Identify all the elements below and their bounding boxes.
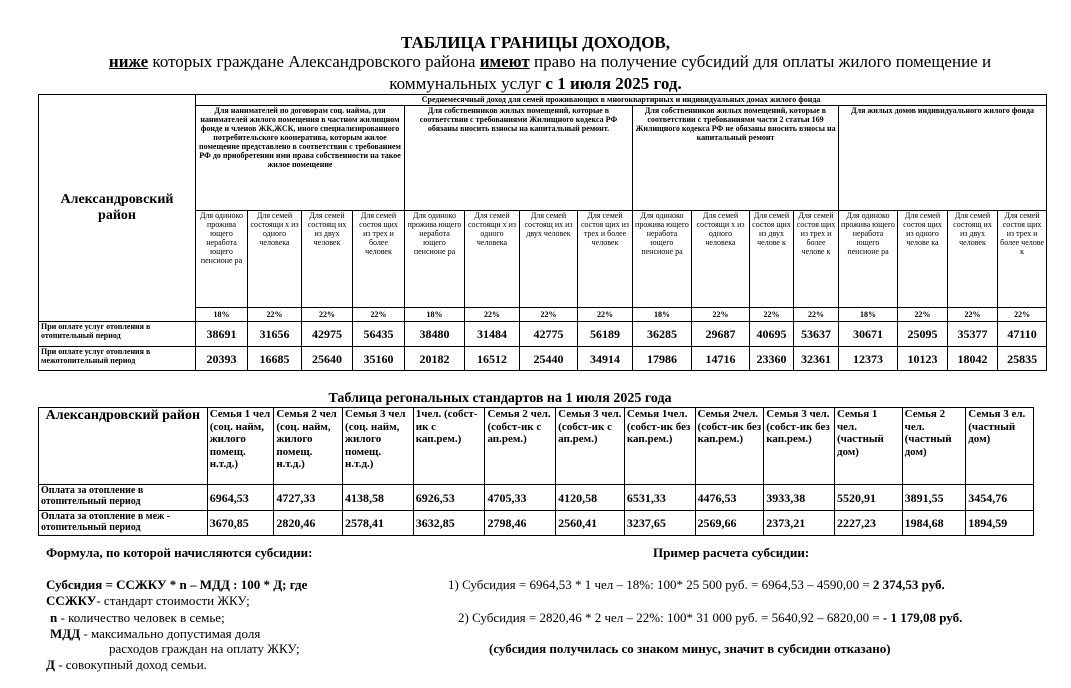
value-cell: 29687	[692, 322, 750, 347]
column-header: Для семей состоя щих из двух челове к	[750, 211, 794, 308]
value-cell: 18042	[948, 347, 998, 371]
value-cell: 6531,33	[624, 485, 695, 511]
value-cell: 3933,38	[764, 485, 835, 511]
example-line1-result: 2 374,53 руб.	[872, 577, 945, 592]
column-header: Семья 2 чел (соц. найм, жилого помещ. н.т.д.)	[274, 408, 343, 485]
value-cell: 20393	[196, 347, 248, 371]
percent-cell: 18%	[196, 308, 248, 322]
page-subtitle-line3	[0, 74, 1071, 94]
formula-mdd-desc2: расходов граждан на оплату ЖКУ;	[109, 641, 300, 656]
subtitle-mid: которых граждане Александровского района	[148, 52, 480, 71]
formula-mdd-desc: - максимально допустимая доля	[80, 626, 261, 641]
column-header: Семья 3 чел. (собст-ик без кап.рем.)	[764, 408, 835, 485]
income-limits-table	[38, 94, 1047, 371]
value-cell: 34914	[578, 347, 633, 371]
column-header: Семья 2 чел. (собст-ик с ап.рем.)	[485, 408, 556, 485]
value-cell: 30671	[839, 322, 898, 347]
value-cell: 42775	[520, 322, 578, 347]
percent-cell: 22%	[998, 308, 1047, 322]
value-cell: 32361	[794, 347, 839, 371]
subtitle-line3-text: коммунальных услуг	[389, 74, 546, 93]
value-cell: 1984,68	[902, 511, 966, 536]
value-cell: 23360	[750, 347, 794, 371]
table-row	[39, 485, 1034, 511]
row-label: Оплата за отопление в меж - отопительный период	[39, 511, 208, 536]
value-cell: 31656	[248, 322, 302, 347]
column-header: Для одиноко прожива ющего неработа ющего пенсионе ра	[839, 211, 898, 308]
row-label: Оплата за отопление в отопительный период	[39, 485, 208, 511]
group-header: Для нанимателей по договорам соц. найма, для нанимателей жилого помещения в частном жилищном фонде и членов ЖК,ЖСК, иного специализированного потребительского кооператива, которым жилое помещение представлено в соответствии с требованием РФ до приобретении ими права собственности на такое жилое помещение	[196, 106, 405, 211]
value-cell: 35160	[353, 347, 405, 371]
column-header: Для семей состоя щих из трех и более челове к	[794, 211, 839, 308]
value-cell: 2227,23	[834, 511, 902, 536]
percent-cell: 22%	[520, 308, 578, 322]
column-header: Для одиноко прожива ющего неработа ющего пенсионе ра	[633, 211, 692, 308]
value-cell: 1894,59	[966, 511, 1034, 536]
value-cell: 4138,58	[343, 485, 414, 511]
column-header: Для семей состоящи х из одного человека	[248, 211, 302, 308]
page-subtitle	[50, 52, 1050, 72]
value-cell: 5520,91	[834, 485, 902, 511]
value-cell: 3454,76	[966, 485, 1034, 511]
value-cell: 2569,66	[695, 511, 764, 536]
column-header: Для семей состоящ их из двух человек	[520, 211, 578, 308]
standards-title: Таблица регональных стандартов на 1 июля 2025 года	[328, 391, 672, 406]
group-header: Для собственников жилых помещений, которые в соответствии с требованиями части 2 статьи 169 Жилищного кодекса РФ не обязаны вносить взносы на капитальный ремонт	[633, 106, 839, 211]
formula-n	[50, 610, 225, 625]
example-note: (субсидия получилась со знаком минус, значит в субсидии отказано)	[489, 641, 891, 656]
column-header: Для семей состоя щих из одного челове ка	[898, 211, 948, 308]
formula-n-desc: - количество человек в семье;	[57, 610, 225, 625]
value-cell: 3891,55	[902, 485, 966, 511]
value-cell: 6926,53	[413, 485, 485, 511]
column-header: Для семей состоя щих из трех и более челове к	[998, 211, 1047, 308]
district-header: Александровский район	[39, 95, 196, 322]
percent-cell: 22%	[248, 308, 302, 322]
row-label: При оплате услуг отопления в отопительный период	[39, 322, 196, 347]
example-line1	[448, 577, 945, 592]
formula-n-term: n	[50, 610, 58, 625]
value-cell: 4727,33	[274, 485, 343, 511]
value-cell: 47110	[998, 322, 1047, 347]
percent-cell: 22%	[353, 308, 405, 322]
formula-sszku	[46, 593, 250, 608]
value-cell: 2560,41	[556, 511, 625, 536]
example-line2	[458, 610, 962, 625]
income-header: Среднемесячный доход для семей проживающих в многоквартирных и индивидуальных домах жилого фонда	[196, 95, 1047, 106]
example-line2-result: - 1 179,08 руб.	[882, 610, 963, 625]
group-header: Для жилых домов индивидуального жилого фонда	[839, 106, 1047, 211]
value-cell: 16685	[248, 347, 302, 371]
column-header: Семья 3 чел. (собст-ик с ап.рем.)	[556, 408, 625, 485]
page-title: ТАБЛИЦА ГРАНИЦЫ ДОХОДОВ,	[400, 33, 671, 52]
column-header: Для одиноко прожива ющего неработа ющего пенсионе ра	[196, 211, 248, 308]
formula-sszku-term: ССЖКУ	[46, 593, 97, 608]
percent-cell: 22%	[794, 308, 839, 322]
value-cell: 25095	[898, 322, 948, 347]
value-cell: 25640	[302, 347, 353, 371]
formula-sszku-desc: - стандарт стоимости ЖКУ;	[96, 593, 250, 608]
district-header: Александровский район	[39, 408, 208, 485]
column-header: Для семей состоя щих из трех и более человек	[578, 211, 633, 308]
percent-cell: 22%	[465, 308, 520, 322]
column-header: Для семей состоя щих из трех и более человек	[353, 211, 405, 308]
percent-cell: 22%	[750, 308, 794, 322]
column-header: Для семей состоящи х из одного человека	[692, 211, 750, 308]
group-header: Для собственников жилых помещений, которые в соответствии с требованиями Жилищного кодекса РФ обязаны вносить взносы на капитальный ремонт.	[405, 106, 633, 211]
formula-d	[46, 657, 207, 672]
column-header: 1чел. (собст-ик с кап.рем.)	[413, 408, 485, 485]
value-cell: 38480	[405, 322, 465, 347]
column-header: Семья 1чел. (собст-ик без кап.рем.)	[624, 408, 695, 485]
formula-mdd	[50, 626, 260, 641]
value-cell: 25440	[520, 347, 578, 371]
value-cell: 35377	[948, 322, 998, 347]
value-cell: 14716	[692, 347, 750, 371]
example-line1-text: 1) Субсидия = 6964,53 * 1 чел – 18%: 100* 25 500 руб. = 6964,53 – 4590,00 =	[448, 577, 873, 592]
row-label: При оплате услуг отопления в межотопительный период	[39, 347, 196, 371]
column-header: Семья 3 ел. (частный дом)	[966, 408, 1034, 485]
value-cell: 3237,65	[624, 511, 695, 536]
value-cell: 36285	[633, 322, 692, 347]
column-header: Для семей состоящ их из двух человек	[948, 211, 998, 308]
value-cell: 2820,46	[274, 511, 343, 536]
formula-d-term: Д	[46, 657, 55, 672]
formula-mdd-term: МДД	[50, 626, 81, 641]
value-cell: 56189	[578, 322, 633, 347]
percent-cell: 18%	[405, 308, 465, 322]
subtitle-date: с 1 июля 2025 год.	[545, 74, 682, 93]
percent-cell: 18%	[839, 308, 898, 322]
formula-main: Субсидия = ССЖКУ * n – МДД : 100 * Д; где	[46, 577, 308, 592]
value-cell: 31484	[465, 322, 520, 347]
value-cell: 3670,85	[207, 511, 274, 536]
subtitle-lower: ниже	[108, 52, 149, 71]
formula-heading: Формула, по которой начисляются субсидии:	[46, 545, 313, 560]
column-header: Семья 3 чел (соц. найм, жилого помещ. н.т.д.)	[343, 408, 414, 485]
percent-cell: 22%	[578, 308, 633, 322]
value-cell: 2798,46	[485, 511, 556, 536]
percent-cell: 22%	[302, 308, 353, 322]
percent-cell: 18%	[633, 308, 692, 322]
column-header: Для семей состоящи х из одного человека	[465, 211, 520, 308]
subtitle-rest: право на получение субсидий для оплаты жилого помещение и	[529, 52, 992, 71]
table-row	[39, 511, 1034, 536]
percent-cell: 22%	[948, 308, 998, 322]
value-cell: 17986	[633, 347, 692, 371]
column-header: Семья 1 чел (соц. найм, жилого помещ. н.т.д.)	[207, 408, 274, 485]
value-cell: 12373	[839, 347, 898, 371]
column-header: Для одиноко прожива ющего неработа ющего пенсионе ра	[405, 211, 465, 308]
example-heading: Пример расчета субсидии:	[653, 545, 810, 560]
value-cell: 16512	[465, 347, 520, 371]
value-cell: 2373,21	[764, 511, 835, 536]
column-header: Семья 2 чел. (частный дом)	[902, 408, 966, 485]
column-header: Семья 2чел. (собст-ик без кап.рем.)	[695, 408, 764, 485]
value-cell: 4476,53	[695, 485, 764, 511]
value-cell: 38691	[196, 322, 248, 347]
value-cell: 4705,33	[485, 485, 556, 511]
value-cell: 53637	[794, 322, 839, 347]
value-cell: 10123	[898, 347, 948, 371]
value-cell: 6964,53	[207, 485, 274, 511]
percent-cell: 22%	[692, 308, 750, 322]
value-cell: 56435	[353, 322, 405, 347]
value-cell: 2578,41	[343, 511, 414, 536]
value-cell: 25835	[998, 347, 1047, 371]
table-row	[39, 347, 1047, 371]
table-row	[39, 322, 1047, 347]
percent-cell: 22%	[898, 308, 948, 322]
value-cell: 4120,58	[556, 485, 625, 511]
regional-standards-table	[38, 407, 1034, 536]
value-cell: 40695	[750, 322, 794, 347]
value-cell: 42975	[302, 322, 353, 347]
value-cell: 3632,85	[413, 511, 485, 536]
formula-d-desc: - совокупный доход семьи.	[54, 657, 207, 672]
column-header: Для семей состоящ их из двух человек	[302, 211, 353, 308]
column-header: Семья 1 чел. (частный дом)	[834, 408, 902, 485]
subtitle-have: имеют	[479, 52, 530, 71]
example-line2-text: 2) Субсидия = 2820,46 * 2 чел – 22%: 100* 31 000 руб. = 5640,92 – 6820,00 =	[458, 610, 883, 625]
value-cell: 20182	[405, 347, 465, 371]
